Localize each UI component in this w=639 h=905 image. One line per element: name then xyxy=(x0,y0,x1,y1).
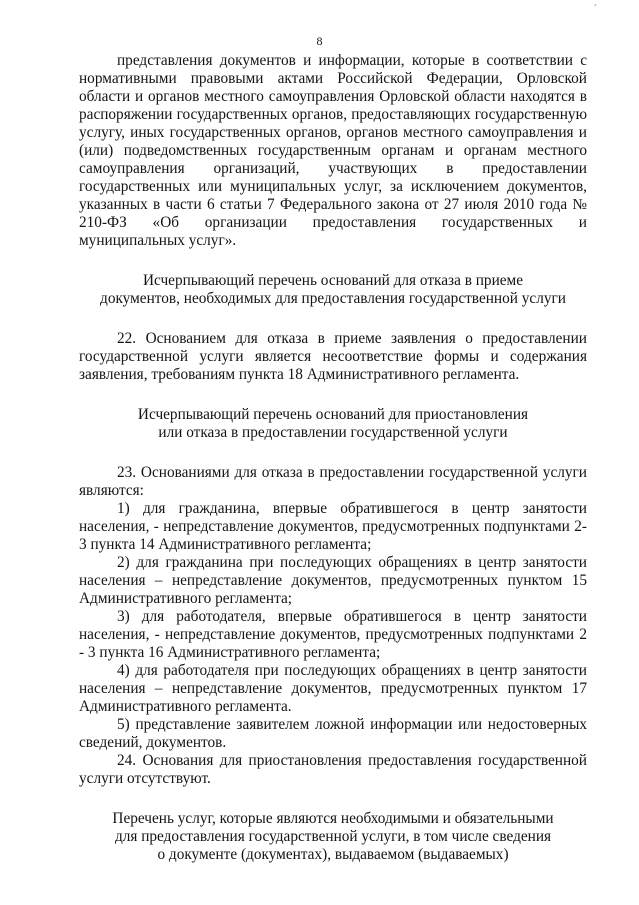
heading-line: о документе (документах), выдаваемом (выдаваемых) xyxy=(157,846,509,863)
document-body xyxy=(79,52,587,864)
paragraph-22: 22. Основанием для отказа в приеме заявления о предоставлении государственной услуги является несоответствие формы и содержания заявления, требованиям пункта 18 Административного регламента. xyxy=(79,330,587,383)
paragraph-24: 24. Основания для приостановления предоставления государственной услуги отсутствуют. xyxy=(79,752,587,787)
heading-line: Перечень услуг, которые являются необходимыми и обязательными xyxy=(112,810,554,827)
heading-line: или отказа в предоставлении государственной услуги xyxy=(158,424,508,441)
paragraph-23-item: 5) представление заявителем ложной информации или недостоверных сведений, документов. xyxy=(79,716,587,751)
heading-suspension xyxy=(79,406,587,442)
corner-mark: ´ xyxy=(593,4,597,15)
paragraph-23-item: 1) для гражданина, впервые обратившегося в центр занятости населения, - непредставление документов, предусмотренных подпунктами 2-3 пункта 14 Административного регламента; xyxy=(79,500,587,553)
heading-refusal-acceptance xyxy=(79,272,587,308)
paragraph-23-item: 4) для работодателя при последующих обращениях в центр занятости населения – непредставление документов, предусмотренных пунктом 17 Административного регламента. xyxy=(79,662,587,715)
heading-line: Исчерпывающий перечень оснований для отказа в приеме xyxy=(142,272,524,289)
heading-services xyxy=(79,810,587,864)
heading-line: Исчерпывающий перечень оснований для приостановления xyxy=(137,406,529,423)
paragraph-23-item: 3) для работодателя, впервые обратившегося в центр занятости населения, - непредставление документов, предусмотренных подпунктами 2 - 3 пункта 16 Административного регламента; xyxy=(79,608,587,661)
intro-paragraph: представления документов и информации, которые в соответствии с нормативными правовыми актами Российской Федерации, Орловской области и органов местного самоуправления Орловской области находятся в распоряжении государственных органов, предоставляющих государственную услугу, иных государственных органов, органов местного самоуправления и (или) подведомственных государственным органам и органам местного самоуправления организаций, участвующих в предоставлении государственных или муниципальных услуг, за исключением документов, указанных в части 6 статьи 7 Федерального закона от 27 июля 2010 года № 210-ФЗ «Об организации предоставления государственных и муниципальных услуг». xyxy=(79,52,587,249)
heading-line: для предоставления государственной услуги, в том числе сведения xyxy=(114,828,552,845)
paragraph-23-item: 2) для гражданина при последующих обращениях в центр занятости населения – непредставление документов, предусмотренных пунктом 15 Административного регламента; xyxy=(79,554,587,607)
heading-line: документов, необходимых для предоставления государственной услуги xyxy=(100,290,566,307)
paragraph-23-intro: 23. Основаниями для отказа в предоставлении государственной услуги являются: xyxy=(79,464,587,499)
page-number: 8 xyxy=(316,34,323,48)
